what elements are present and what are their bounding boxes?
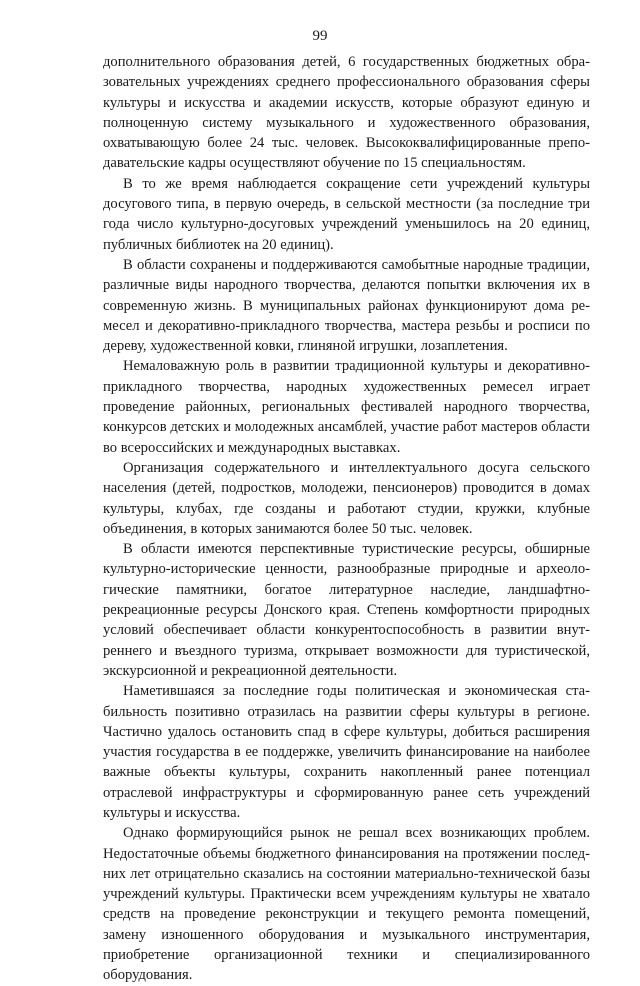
page-number: 99	[312, 28, 328, 44]
paragraph: В то же время наблюдается сокращение сети учреждений культуры досугового типа, в первую очередь, в сельской местности (за последние три года число культурно-досуговых учреждений уменьшилось на 20 единиц, публичных библиотек на 20 единиц).	[103, 175, 590, 253]
paragraph: Немаловажную роль в развитии традиционной культуры и декоративно-прикладного творчества, народных художественных ремесел играет проведение районных, региональных фестивалей народного творчества, конкурсов детских и молодежных ансамблей, участие работ мастеров области во всероссийских и международных выставках.	[103, 358, 590, 456]
page-body	[103, 52, 590, 986]
paragraph: Однако формирующийся рынок не решал всех возникающих проблем. Недостаточные объемы бюджетного финансирования на протяжении последних лет отрицательно сказались на состоянии материально-технической базы учреждений культуры. Практически всем учреждениям культуры не хватало средств на проведение реконструкции и текущего ремонта помещений, замену изношенного оборудования и музыкального инструментария, приобретение организационной техники и специализированного оборудования.	[103, 825, 590, 984]
paragraph: Организация содержательного и интеллектуального досуга сельского населения (детей, подростков, молодежи, пенсионеров) проводится в домах культуры, клубах, где созданы и работают студии, кружки, клубные объединения, в которых занимаются более 50 тыс. человек.	[103, 459, 590, 537]
paragraph: Наметившаяся за последние годы политическая и экономическая стабильность позитивно отразилась на развитии сферы культуры в регионе. Частично удалось остановить спад в сфере культуры, добиться расширения участия государства в ее поддержке, увеличить финансирование на наиболее важные объекты культуры, сохранить накопленный ранее потенциал отраслевой инфраструктуры и сформированную ранее сеть учреждений культуры и искусства.	[103, 683, 590, 821]
paragraph: В области имеются перспективные туристические ресурсы, обширные культурно-исторические ценности, разнообразные природные и археологические памятники, богатое литературное наследие, ландшафтно-рекреационные ресурсы Донского края. Степень комфортности природных условий обеспечивает области конкурентоспособность в развитии внутреннего и въездного туризма, открывает возможности для туристической, экскурсионной и рекреационной деятельности.	[103, 541, 590, 679]
paragraph: дополнительного образования детей, 6 государственных бюджетных образовательных учреждениях среднего профессионального образования сферы культуры и искусства и академии искусств, которые образуют единую и полноценную систему музыкального и художественного образования, охватывающую более 24 тыс. человек. Высококвалифицированные преподавательские кадры осуществляют обучение по 15 специальностям.	[103, 54, 590, 172]
paragraph: В области сохранены и поддерживаются самобытные народные традиции, различные виды народного творчества, делаются попытки включения их в современную жизнь. В муниципальных районах функционируют дома ремесел и декоративно-прикладного творчества, мастера резьбы и росписи по дереву, художественной ковки, глиняной игрушки, лозаплетения.	[103, 256, 590, 355]
